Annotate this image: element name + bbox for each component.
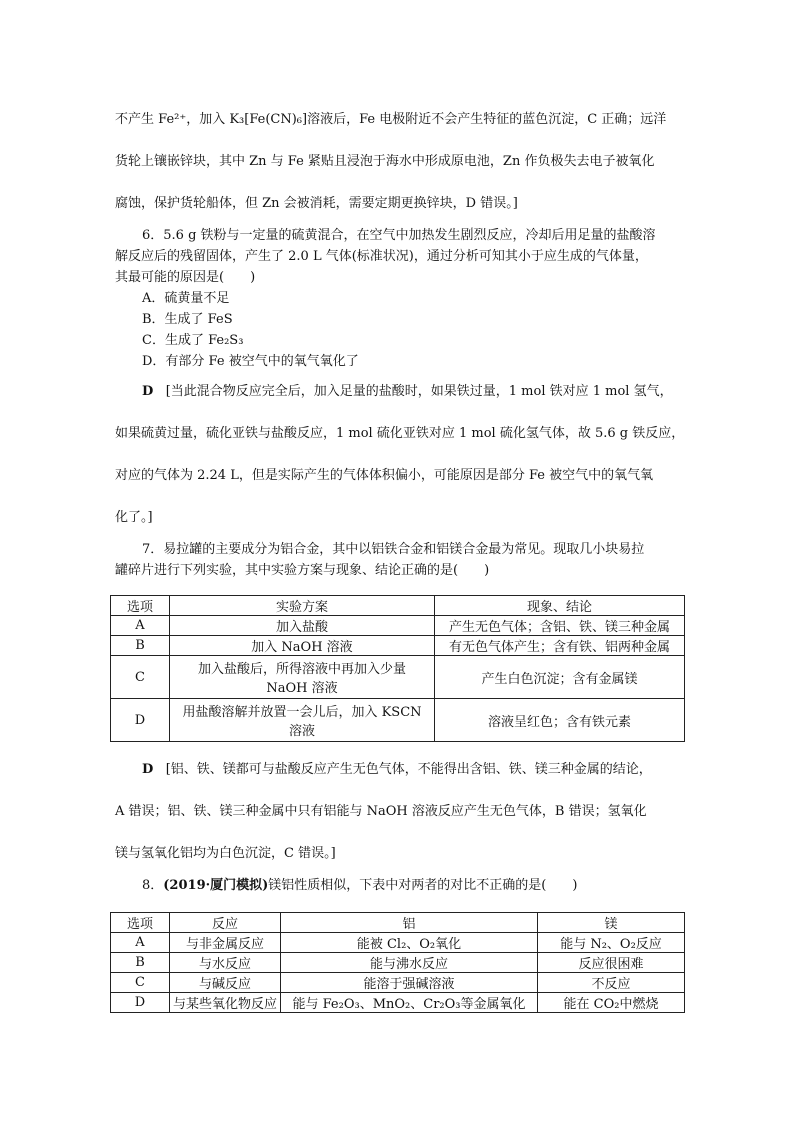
table-header: 镁 (538, 913, 685, 933)
question-stem: 7．易拉罐的主要成分为铝合金，其中以铝铁合金和铝镁合金最为常见。现取几小块易拉 (142, 542, 645, 557)
table-cell: 溶液呈红色；含有铁元素 (435, 699, 685, 742)
table-cell: A (111, 933, 170, 953)
table-cell: 反应很困难 (538, 953, 685, 973)
table-cell: D (111, 699, 170, 742)
table-cell: 能与沸水反应 (281, 953, 538, 973)
question-stem: 罐碎片进行下列实验，其中实验方案与现象、结论正确的是( ) (115, 563, 490, 578)
table-cell: 产生无色气体；含铝、铁、镁三种金属 (435, 616, 685, 636)
question-stem (142, 874, 577, 893)
table-row (111, 636, 685, 656)
table-cell: 能与 Fe₂O₃、MnO₂、Cr₂O₃等金属氧化 (281, 993, 538, 1013)
table-header: 实验方案 (170, 596, 435, 616)
table-header: 选项 (111, 596, 170, 616)
table-cell: 与非金属反应 (170, 933, 281, 953)
table-cell: 与水反应 (170, 953, 281, 973)
answer-text: 对应的气体为 2.24 L，但是实际产生的气体体积偏小，可能原因是部分 Fe 被空气中的氧气氧 (115, 468, 654, 483)
table-cell: 产生白色沉淀；含有金属镁 (435, 656, 685, 699)
table-header: 选项 (111, 913, 170, 933)
question-source: (2019·厦门模拟) (163, 878, 269, 893)
table-cell: 加入盐酸 (170, 616, 435, 636)
option-b: B．生成了 FeS (142, 312, 233, 327)
text-line: 货轮上镶嵌锌块，其中 Zn 与 Fe 紧贴且浸泡于海水中形成原电池，Zn 作负极失去电子被氧化 (115, 154, 655, 169)
table-row (111, 953, 685, 973)
question-number: 8． (142, 878, 164, 893)
text-line: 腐蚀，保护货轮船体，但 Zn 会被消耗，需要定期更换锌块，D 错误。] (115, 196, 518, 211)
table-cell: C (111, 973, 170, 993)
question-stem: 其最可能的原因是( ) (115, 270, 256, 285)
question-text: 镁铝性质相似，下表中对两者的对比不正确的是( ) (268, 878, 578, 893)
q7-table (110, 595, 685, 742)
answer-explanation (142, 380, 673, 399)
table-cell: 用盐酸溶解并放置一会儿后，加入 KSCN 溶液 (170, 699, 435, 742)
table-row (111, 973, 685, 993)
table-cell: 加入 NaOH 溶液 (170, 636, 435, 656)
option-d: D．有部分 Fe 被空气中的氧气氧化了 (142, 354, 359, 369)
table-cell: 与某些氧化物反应 (170, 993, 281, 1013)
table-row (111, 993, 685, 1013)
answer-text: [当此混合物反应完全后，加入足量的盐酸时，如果铁过量，1 mol 铁对应 1 mol 氢气， (165, 384, 673, 399)
table-cell: 能溶于强碱溶液 (281, 973, 538, 993)
table-row (111, 933, 685, 953)
table-cell: 能在 CO₂中燃烧 (538, 993, 685, 1013)
table-cell: 能被 Cl₂、O₂氧化 (281, 933, 538, 953)
table-cell: 有无色气体产生；含有铁、铝两种金属 (435, 636, 685, 656)
table-cell: D (111, 993, 170, 1013)
table-cell: C (111, 656, 170, 699)
text-line: 不产生 Fe²⁺，加入 K₃[Fe(CN)₆]溶液后，Fe 电极附近不会产生特征的蓝色沉淀，C 正确；远洋 (115, 112, 667, 127)
table-cell: B (111, 953, 170, 973)
table-header: 铝 (281, 913, 538, 933)
question-stem: 解反应后的残留固体，产生了 2.0 L 气体(标准状况)，通过分析可知其小于应生成的气体量， (115, 249, 648, 264)
table-row (111, 656, 685, 699)
table-cell: 不反应 (538, 973, 685, 993)
answer-explanation (142, 758, 652, 777)
q8-table (110, 912, 685, 1013)
table-cell: 加入盐酸后，所得溶液中再加入少量 NaOH 溶液 (170, 656, 435, 699)
table-cell: 与碱反应 (170, 973, 281, 993)
table-row (111, 699, 685, 742)
option-a: A．硫黄量不足 (142, 291, 230, 306)
table-row (111, 616, 685, 636)
option-c: C．生成了 Fe₂S₃ (142, 333, 244, 348)
answer-letter: D (142, 762, 154, 777)
answer-letter: D (142, 384, 154, 399)
table-header: 反应 (170, 913, 281, 933)
answer-text: 镁与氢氧化铝均为白色沉淀，C 错误。] (115, 846, 336, 861)
table-cell: 能与 N₂、O₂反应 (538, 933, 685, 953)
answer-text: A 错误；铝、铁、镁三种金属中只有铝能与 NaOH 溶液反应产生无色气体，B 错误；氢氧化 (115, 804, 647, 819)
table-cell: B (111, 636, 170, 656)
answer-text: 如果硫黄过量，硫化亚铁与盐酸反应，1 mol 硫化亚铁对应 1 mol 硫化氢气体，故 5.6 g 铁反应， (115, 426, 685, 441)
table-header: 现象、结论 (435, 596, 685, 616)
question-stem: 6．5.6 g 铁粉与一定量的硫黄混合，在空气中加热发生剧烈反应，冷却后用足量的盐酸溶 (142, 228, 656, 243)
answer-text: 化了。] (115, 510, 153, 525)
table-cell: A (111, 616, 170, 636)
answer-text: [铝、铁、镁都可与盐酸反应产生无色气体，不能得出含铝、铁、镁三种金属的结论， (165, 762, 652, 777)
